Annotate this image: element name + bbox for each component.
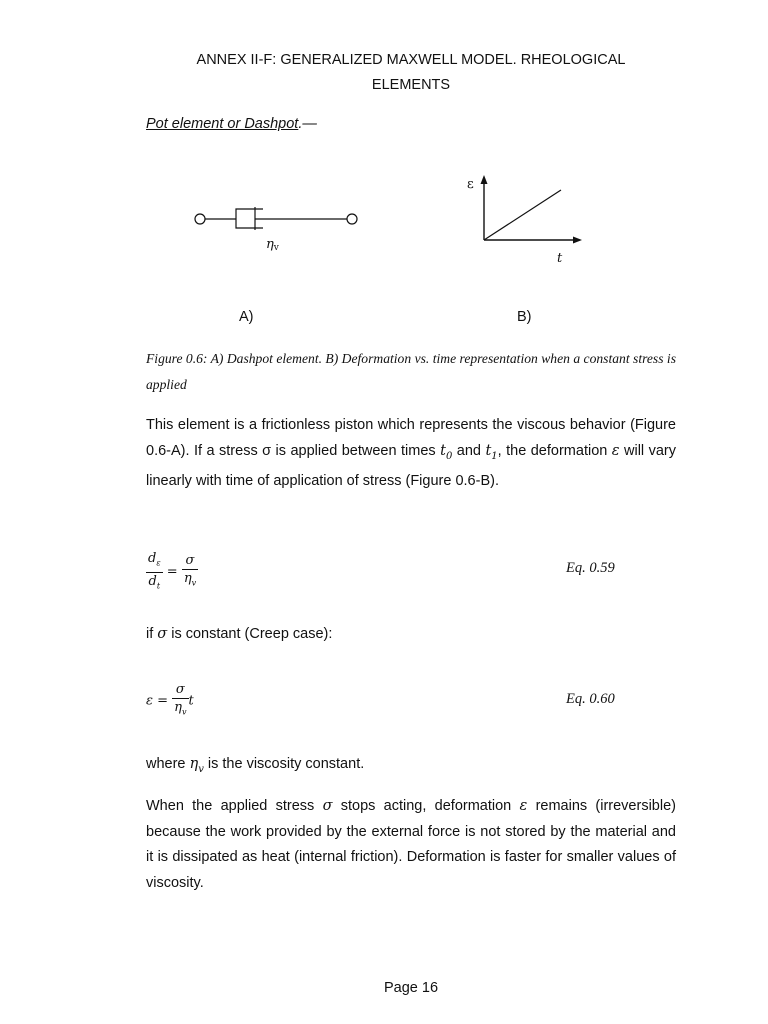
strain-line	[484, 190, 561, 240]
figure-label-b: B)	[517, 309, 532, 325]
y-axis-arrow	[481, 175, 488, 184]
right-terminal	[347, 214, 357, 224]
paragraph-2: if σ is constant (Creep case):	[146, 626, 333, 642]
epsilon-symbol: ε	[611, 442, 620, 459]
equation-label-0-59: Eq. 0.59	[566, 560, 615, 576]
p1-text-a: This element is a frictionless piston which represents the viscous behavior (Figure 0.6-A). If a stress σ is applied between times	[146, 417, 676, 459]
dashpot-diagram	[188, 198, 368, 256]
paragraph-3: where $\eta_v$ is the viscosity constant.	[146, 756, 365, 775]
title-line-2: ELEMENTS	[371, 77, 451, 93]
eq60-lhs: ε	[146, 693, 153, 709]
eq59-lhs-fraction: $\frac{d_\varepsilon}{d_t}$	[148, 551, 161, 591]
p1-text-c: will vary linearly with time of application of stress (Figure 0.6-B).	[146, 442, 677, 489]
figure-caption: Figure 0.6: A) Dashpot element. B) Deformation vs. time representation when a constant stress is applied	[146, 351, 676, 392]
eq60-equals: =	[157, 693, 169, 709]
eq59-equals: =	[166, 564, 178, 580]
epsilon-symbol-2: ε	[519, 798, 528, 814]
equation-0-60	[146, 681, 194, 721]
page-number: Page 16	[383, 980, 439, 996]
sigma-symbol-2: σ	[322, 798, 333, 814]
left-terminal	[195, 214, 205, 224]
paragraph-1	[146, 413, 676, 494]
section-title: Pot element or Dashpot	[146, 116, 299, 132]
title-line-1: ANNEX II-F: GENERALIZED MAXWELL MODEL. RHEOLOGICAL	[196, 52, 626, 68]
section-heading	[146, 116, 317, 132]
t0-symbol: $t_0$	[440, 442, 453, 462]
sigma-symbol: σ	[157, 626, 168, 642]
eq60-tail: t	[188, 693, 194, 709]
x-axis-arrow	[573, 237, 582, 244]
eq60-fraction: $\frac{\sigma}{\eta_v}$	[174, 682, 187, 717]
strain-time-graph	[462, 168, 592, 268]
viscosity-label: ηv	[266, 237, 279, 253]
section-suffix: .—	[298, 116, 317, 132]
p1-text-b: , the deformation	[497, 442, 612, 459]
equation-0-59	[146, 550, 198, 594]
eta-symbol: $\eta_v$	[189, 756, 204, 775]
figure-label-a: A)	[239, 309, 254, 325]
t1-symbol: $t_1$	[485, 442, 498, 462]
equation-label-0-60: Eq. 0.60	[566, 691, 615, 707]
p1-text-and: and	[452, 442, 486, 459]
document-title	[0, 48, 768, 98]
eq59-rhs-fraction: $\frac{\sigma}{\eta_v}$	[183, 553, 197, 588]
x-axis-label: t	[557, 251, 563, 266]
paragraph-4: When the applied stress σ stops acting, deformation ε remains (irreversible) because the work provided by the external force is not stored by the material and it is dissipated as heat (internal friction). Deformation is faster for smaller values of viscosity.	[146, 798, 676, 891]
y-axis-label: ε	[467, 177, 474, 192]
